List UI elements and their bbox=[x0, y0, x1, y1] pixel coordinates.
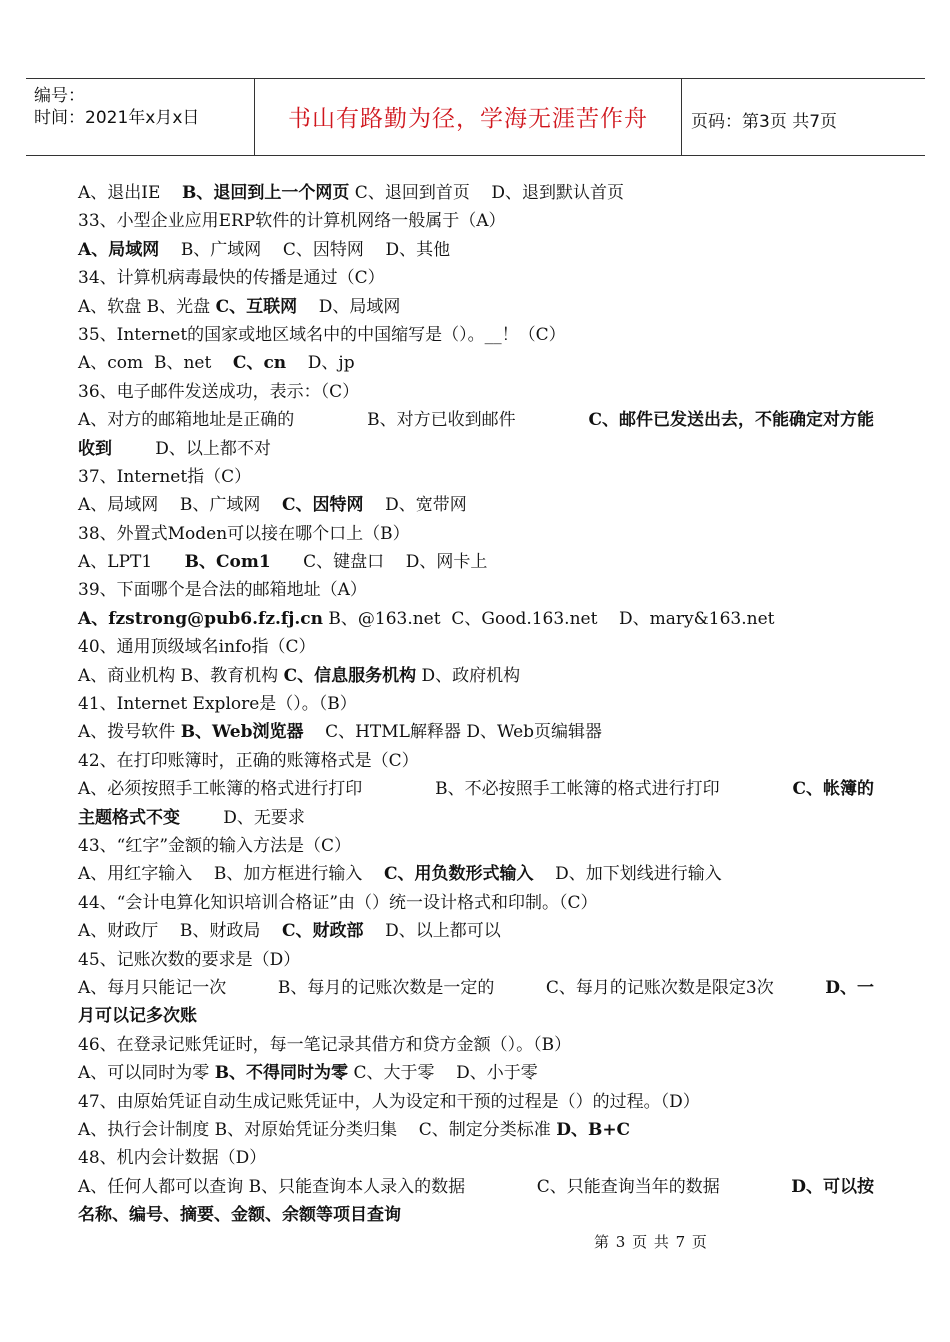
line-text: 36、电子邮件发送成功，表示：（C） bbox=[78, 381, 360, 402]
answer-text: A、fzstrong@pub6.fz.fj.cn bbox=[78, 608, 323, 629]
text-line bbox=[78, 1173, 874, 1201]
text-line bbox=[78, 804, 874, 832]
line-text: A、退出IE bbox=[78, 183, 183, 203]
line-text: 35、Internet的国家或地区域名中的中国缩写是（）。__！（C） bbox=[78, 324, 566, 345]
text-line bbox=[78, 548, 874, 576]
line-text: 46、在登录记账凭证时，每一笔记录其借方和贷方金额（）。（B） bbox=[78, 1034, 572, 1055]
text-line bbox=[78, 406, 874, 434]
line-text: A、软盘 B、光盘 bbox=[78, 296, 216, 317]
line-text: D、加下划线进行输入 bbox=[533, 864, 722, 885]
text-line bbox=[78, 435, 874, 463]
answer-text: D、可以按 bbox=[791, 1176, 874, 1197]
line-text: C、每月的记账次数是限定3次 bbox=[545, 977, 774, 998]
line-text: C、HTML解释器 D、Web页编辑器 bbox=[303, 722, 603, 743]
line-text: 44、“会计电算化知识培训合格证”由（）统一设计格式和印制。（C） bbox=[78, 892, 598, 913]
answer-text: 收到 bbox=[78, 438, 112, 459]
line-text: 33、小型企业应用ERP软件的计算机网络一般属于（A） bbox=[78, 211, 506, 232]
answer-text: C、cn bbox=[232, 353, 287, 374]
text-line bbox=[78, 378, 874, 406]
text-line bbox=[78, 832, 874, 860]
line-text: C、键盘口 D、网卡上 bbox=[270, 552, 488, 573]
header-meta-cell bbox=[26, 79, 254, 155]
line-text: A、必须按照手工帐簿的格式进行打印 bbox=[78, 779, 363, 800]
answer-text: C、帐簿的 bbox=[792, 779, 874, 800]
line-text: D、jp bbox=[286, 353, 355, 374]
text-line bbox=[78, 1031, 874, 1059]
text-line bbox=[78, 690, 874, 718]
line-text: A、可以同时为零 bbox=[78, 1063, 215, 1084]
header-page-code: 页码：第3页 共7页 bbox=[691, 112, 838, 132]
line-text: C、退回到首页 D、退到默认首页 bbox=[349, 183, 625, 203]
question-list bbox=[78, 179, 874, 1229]
document-time-label: 时间：2021年x月x日 bbox=[34, 108, 200, 128]
text-line bbox=[78, 718, 874, 746]
text-line bbox=[78, 605, 874, 633]
answer-text: D、一 bbox=[825, 977, 874, 998]
text-line bbox=[78, 860, 874, 888]
text-line bbox=[78, 747, 874, 775]
text-line bbox=[78, 264, 874, 292]
header-page-cell bbox=[681, 79, 925, 155]
text-line bbox=[78, 349, 874, 377]
answer-text: B、Web浏览器 bbox=[180, 722, 304, 743]
line-text: A、LPT1 bbox=[78, 552, 185, 573]
text-line bbox=[78, 321, 874, 349]
answer-text: C、互联网 bbox=[215, 296, 298, 317]
line-text: 43、“红字”金额的输入方法是（C） bbox=[78, 835, 352, 856]
page-header bbox=[26, 78, 925, 156]
line-text: D、宽带网 bbox=[363, 495, 467, 516]
line-text: 38、外置式Moden可以接在哪个口上（B） bbox=[78, 523, 410, 544]
text-line bbox=[78, 207, 874, 235]
header-motto-cell bbox=[254, 79, 682, 155]
text-line bbox=[78, 236, 874, 264]
text-line bbox=[78, 1088, 874, 1116]
line-text: D、以上都可以 bbox=[363, 921, 501, 942]
line-text: B、@163.net C、Good.163.net D、mary&163.net bbox=[322, 608, 775, 629]
text-line bbox=[78, 1201, 874, 1229]
line-text: 45、记账次数的要求是（D） bbox=[78, 949, 301, 970]
header-motto: 书山有路勤为径，学海无涯苦作舟 bbox=[288, 106, 648, 132]
line-text: 42、在打印账簿时，正确的账簿格式是（C） bbox=[78, 750, 419, 771]
text-line bbox=[78, 520, 874, 548]
answer-text: A、局域网 bbox=[78, 239, 160, 260]
answer-text: C、因特网 bbox=[282, 495, 364, 516]
line-text: A、商业机构 B、教育机构 bbox=[78, 665, 284, 686]
text-line bbox=[78, 576, 874, 604]
line-text: 37、Internet指（C） bbox=[78, 466, 252, 487]
line-text: A、com B、net bbox=[78, 353, 233, 374]
line-text: D、局域网 bbox=[297, 296, 401, 317]
text-line bbox=[78, 1059, 874, 1087]
text-line bbox=[78, 889, 874, 917]
answer-text: 名称、编号、摘要、金额、余额等项目查询 bbox=[78, 1205, 401, 1226]
line-text: D、无要求 bbox=[180, 807, 305, 828]
text-line bbox=[78, 917, 874, 945]
line-text: 48、机内会计数据（D） bbox=[78, 1148, 267, 1169]
line-text: A、任何人都可以查询 B、只能查询本人录入的数据 bbox=[78, 1176, 466, 1197]
line-text: A、局域网 B、广域网 bbox=[78, 495, 282, 516]
line-text: B、对方已收到邮件 bbox=[367, 410, 516, 431]
answer-text: 主题格式不变 bbox=[78, 807, 180, 828]
text-line bbox=[78, 1002, 874, 1030]
line-text: D、政府机构 bbox=[416, 665, 521, 686]
line-text: A、用红字输入 B、加方框进行输入 bbox=[78, 864, 384, 885]
answer-text: D、B+C bbox=[556, 1119, 631, 1140]
text-line bbox=[78, 463, 874, 491]
text-line bbox=[78, 662, 874, 690]
answer-text: 月可以记多次账 bbox=[78, 1006, 197, 1027]
text-line bbox=[78, 775, 874, 803]
document-code-label: 编号： bbox=[34, 86, 85, 106]
answer-text: C、邮件已发送出去，不能确定对方能 bbox=[588, 410, 874, 431]
line-text: 41、Internet Explore是（）。（B） bbox=[78, 694, 357, 715]
line-text: 47、由原始凭证自动生成记账凭证中，人为设定和干预的过程是（）的过程。（D） bbox=[78, 1091, 700, 1112]
line-text: 39、下面哪个是合法的邮箱地址（A） bbox=[78, 580, 367, 601]
answer-text: C、财政部 bbox=[282, 921, 364, 942]
text-line bbox=[78, 1144, 874, 1172]
answer-text: C、信息服务机构 bbox=[283, 665, 417, 686]
line-text: D、以上都不对 bbox=[112, 438, 271, 459]
text-line bbox=[78, 293, 874, 321]
line-text: A、每月只能记一次 bbox=[78, 977, 227, 998]
text-line bbox=[78, 1116, 874, 1144]
text-line bbox=[78, 633, 874, 661]
text-line bbox=[78, 179, 874, 207]
line-text: B、不必按照手工帐簿的格式进行打印 bbox=[435, 779, 720, 800]
line-text: A、执行会计制度 B、对原始凭证分类归集 C、制定分类标准 bbox=[78, 1119, 557, 1140]
text-line bbox=[78, 946, 874, 974]
line-text: B、每月的记账次数是一定的 bbox=[277, 977, 495, 998]
answer-text: C、用负数形式输入 bbox=[384, 864, 534, 885]
answer-text: B、Com1 bbox=[184, 552, 271, 573]
line-text: A、拨号软件 bbox=[78, 722, 181, 743]
line-text: C、只能查询当年的数据 bbox=[536, 1176, 720, 1197]
line-text: A、财政厅 B、财政局 bbox=[78, 921, 282, 942]
line-text: A、对方的邮箱地址是正确的 bbox=[78, 410, 295, 431]
line-text: 40、通用顶级域名info指（C） bbox=[78, 637, 316, 658]
text-line bbox=[78, 974, 874, 1002]
line-text: C、大于零 D、小于零 bbox=[348, 1063, 538, 1084]
page-footer: 第 3 页 共 7 页 bbox=[594, 1233, 708, 1251]
line-text: B、广域网 C、因特网 D、其他 bbox=[159, 239, 451, 260]
answer-text: B、不得同时为零 bbox=[214, 1063, 349, 1084]
text-line bbox=[78, 491, 874, 519]
answer-text: B、退回到上一个网页 bbox=[182, 183, 350, 203]
line-text: 34、计算机病毒最快的传播是通过（C） bbox=[78, 268, 385, 289]
